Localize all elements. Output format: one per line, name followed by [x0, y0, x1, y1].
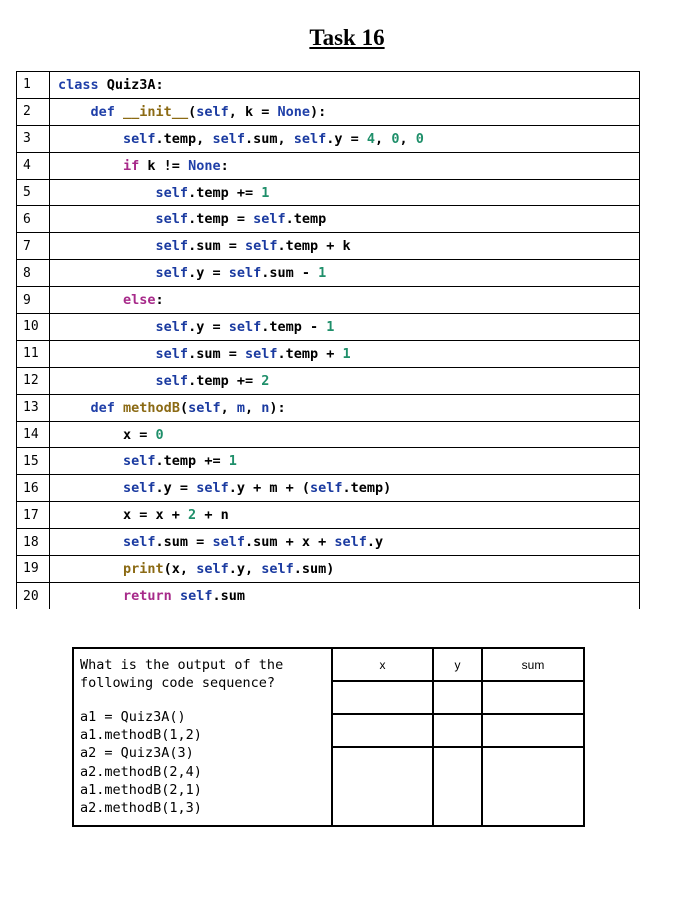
- code-text: [50, 179, 640, 206]
- code-token: else: [123, 292, 156, 309]
- code-token: [58, 185, 156, 201]
- code-token: self: [155, 238, 189, 255]
- code-token: self: [123, 453, 156, 470]
- code-token: self: [155, 211, 189, 228]
- code-token: .sum: [212, 588, 245, 605]
- code-token: .sum =: [188, 345, 245, 362]
- code-token: [58, 131, 123, 147]
- code-token: .temp +=: [188, 184, 262, 201]
- code-line: [17, 314, 640, 341]
- code-token: self: [155, 318, 189, 335]
- code-token: .y,: [228, 560, 262, 577]
- code-token: self: [188, 399, 221, 416]
- code-token: self: [261, 560, 294, 577]
- code-token: [115, 400, 123, 416]
- code-token: self: [212, 130, 245, 147]
- header-sum: sum: [482, 648, 584, 681]
- code-token: self: [244, 238, 278, 255]
- code-token: .y =: [188, 265, 229, 282]
- line-number: 16: [17, 475, 50, 502]
- line-number: 19: [17, 556, 50, 583]
- code-line: [17, 179, 640, 206]
- code-token: .y: [366, 534, 384, 551]
- code-listing: [16, 71, 640, 609]
- code-token: self: [155, 184, 189, 201]
- code-token: self: [196, 103, 229, 120]
- code-token: 1: [318, 265, 327, 282]
- line-number: 8: [17, 260, 50, 287]
- answer-cell-sum[interactable]: [482, 747, 584, 826]
- answer-cell-sum[interactable]: [482, 681, 584, 714]
- code-text: [50, 502, 640, 529]
- code-text: [50, 287, 640, 314]
- code-token: self: [196, 560, 229, 577]
- code-token: 1: [326, 318, 335, 335]
- code-token: [58, 292, 123, 308]
- code-token: ):: [310, 103, 327, 120]
- code-line: [17, 582, 640, 609]
- code-token: .temp +=: [188, 372, 262, 389]
- line-number: 13: [17, 394, 50, 421]
- code-token: .y =: [188, 318, 229, 335]
- line-number: 7: [17, 233, 50, 260]
- answer-table: [72, 647, 585, 827]
- code-line: [17, 502, 640, 529]
- code-token: ,: [399, 130, 416, 147]
- code-token: [58, 453, 123, 469]
- code-token: self: [253, 211, 286, 228]
- code-token: [58, 158, 123, 174]
- code-token: [58, 480, 123, 496]
- code-line: [17, 529, 640, 556]
- line-number: 2: [17, 98, 50, 125]
- code-token: [115, 104, 123, 120]
- code-token: (: [179, 399, 189, 416]
- code-token: self: [123, 130, 156, 147]
- answer-cell-y[interactable]: [433, 681, 482, 714]
- code-token: def: [90, 399, 115, 416]
- code-token: .temp -: [261, 318, 327, 335]
- line-number: 20: [17, 582, 50, 609]
- code-token: ,: [245, 399, 262, 416]
- code-token: Quiz3A:: [98, 76, 164, 93]
- code-text: [50, 529, 640, 556]
- line-number: 18: [17, 529, 50, 556]
- code-token: (: [188, 103, 197, 120]
- code-token: [58, 400, 91, 416]
- code-line: [17, 475, 640, 502]
- code-token: 0: [155, 426, 164, 443]
- code-token: 2: [188, 507, 197, 524]
- code-line: [17, 125, 640, 152]
- code-text: [50, 448, 640, 475]
- line-number: 5: [17, 179, 50, 206]
- code-token: self: [309, 480, 343, 497]
- page-title: Task 16: [309, 25, 385, 50]
- answer-cell-x[interactable]: [332, 747, 433, 826]
- code-token: 1: [261, 184, 270, 201]
- code-line: [17, 367, 640, 394]
- code-text: [50, 98, 640, 125]
- line-number: 14: [17, 421, 50, 448]
- code-line: [17, 287, 640, 314]
- code-token: ,: [220, 399, 237, 416]
- code-line: [17, 98, 640, 125]
- code-token: .temp): [342, 480, 392, 497]
- code-token: .temp + k: [277, 238, 351, 255]
- code-text: [50, 582, 640, 609]
- code-token: [58, 534, 123, 550]
- code-token: self: [334, 534, 367, 551]
- answer-cell-y[interactable]: [433, 714, 482, 747]
- code-token: .sum + x +: [244, 534, 335, 551]
- code-token: None: [188, 157, 221, 174]
- code-token: self: [212, 534, 245, 551]
- code-token: self: [179, 588, 213, 605]
- code-token: k !=: [139, 157, 189, 174]
- line-number: 17: [17, 502, 50, 529]
- line-number: 3: [17, 125, 50, 152]
- code-token: [58, 346, 156, 362]
- answer-cell-y[interactable]: [433, 747, 482, 826]
- code-token: .y =: [326, 130, 367, 147]
- code-token: self: [155, 372, 189, 389]
- code-token: self: [196, 480, 229, 497]
- code-token: [58, 104, 91, 120]
- code-token: [172, 588, 180, 604]
- code-line: [17, 72, 640, 99]
- code-line: [17, 556, 640, 583]
- code-line: [17, 233, 640, 260]
- code-token: 4: [366, 130, 376, 147]
- code-token: .y =: [155, 480, 197, 497]
- answer-cell-x[interactable]: [332, 681, 433, 714]
- code-text: [50, 125, 640, 152]
- code-token: :: [155, 292, 164, 309]
- code-token: None: [277, 103, 311, 120]
- code-text: [50, 260, 640, 287]
- line-number: 15: [17, 448, 50, 475]
- code-token: self: [293, 130, 327, 147]
- code-token: x = x +: [58, 507, 189, 524]
- line-number: 11: [17, 340, 50, 367]
- code-text: [50, 314, 640, 341]
- code-token: methodB: [123, 399, 180, 416]
- code-token: print: [123, 560, 164, 577]
- code-token: :: [220, 157, 229, 174]
- line-number: 12: [17, 367, 50, 394]
- code-token: self: [228, 318, 262, 335]
- code-token: .temp +: [277, 345, 343, 362]
- code-token: .sum,: [244, 130, 294, 147]
- code-token: + n: [196, 507, 229, 524]
- code-token: 2: [261, 372, 270, 389]
- question-cell: [73, 648, 332, 826]
- code-line: [17, 394, 640, 421]
- code-token: [58, 319, 156, 335]
- code-line: [17, 421, 640, 448]
- code-token: [58, 265, 156, 281]
- code-token: return: [123, 588, 172, 605]
- code-token: m: [236, 399, 246, 416]
- answer-cell-x[interactable]: [332, 714, 433, 747]
- code-text: [50, 340, 640, 367]
- code-token: .sum =: [155, 534, 213, 551]
- code-token: .y + m + (: [228, 480, 310, 497]
- question-text: What is the output of the following code sequence?: [80, 657, 284, 691]
- code-text: [50, 556, 640, 583]
- code-token: 1: [342, 345, 351, 362]
- code-token: , k =: [228, 103, 278, 120]
- code-token: ,: [375, 130, 392, 147]
- code-text: [50, 394, 640, 421]
- code-line: [17, 448, 640, 475]
- code-text: [50, 421, 640, 448]
- code-token: .temp =: [188, 211, 254, 228]
- code-text: [50, 206, 640, 233]
- code-token: if: [123, 157, 140, 174]
- code-line: [17, 340, 640, 367]
- code-token: def: [90, 103, 115, 120]
- header-y: y: [433, 648, 482, 681]
- code-token: x =: [58, 426, 156, 443]
- code-token: 0: [415, 130, 424, 147]
- code-token: n: [261, 399, 270, 416]
- code-token: self: [123, 480, 156, 497]
- code-token: self: [228, 265, 262, 282]
- code-text: [50, 72, 640, 99]
- code-token: self: [155, 265, 189, 282]
- code-token: .sum): [293, 560, 335, 577]
- header-x: x: [332, 648, 433, 681]
- code-token: class: [58, 76, 99, 93]
- line-number: 9: [17, 287, 50, 314]
- code-token: [58, 238, 156, 254]
- code-token: self: [244, 345, 278, 362]
- code-token: self: [123, 534, 156, 551]
- code-text: [50, 475, 640, 502]
- code-token: [58, 561, 123, 577]
- code-token: [58, 211, 156, 227]
- code-token: .temp,: [155, 130, 213, 147]
- code-token: (x,: [163, 560, 197, 577]
- line-number: 4: [17, 152, 50, 179]
- code-token: [58, 588, 123, 604]
- code-text: [50, 367, 640, 394]
- question-code: a1 = Quiz3A() a1.methodB(1,2) a2 = Quiz3A(3) a2.methodB(2,4) a1.methodB(2,1) a2.methodB(1,3): [80, 709, 202, 817]
- code-token: .sum -: [261, 265, 319, 282]
- code-token: .temp: [285, 211, 327, 228]
- code-token: __init__: [123, 103, 189, 120]
- code-line: [17, 260, 640, 287]
- line-number: 6: [17, 206, 50, 233]
- code-token: .temp +=: [155, 453, 229, 470]
- code-token: [58, 373, 156, 389]
- code-token: self: [155, 345, 189, 362]
- line-number: 10: [17, 314, 50, 341]
- code-token: .sum =: [188, 238, 245, 255]
- code-token: 1: [228, 453, 237, 470]
- line-number: 1: [17, 72, 50, 99]
- code-line: [17, 206, 640, 233]
- code-text: [50, 233, 640, 260]
- code-token: ):: [269, 399, 286, 416]
- code-token: 0: [391, 130, 400, 147]
- code-line: [17, 152, 640, 179]
- answer-cell-sum[interactable]: [482, 714, 584, 747]
- code-text: [50, 152, 640, 179]
